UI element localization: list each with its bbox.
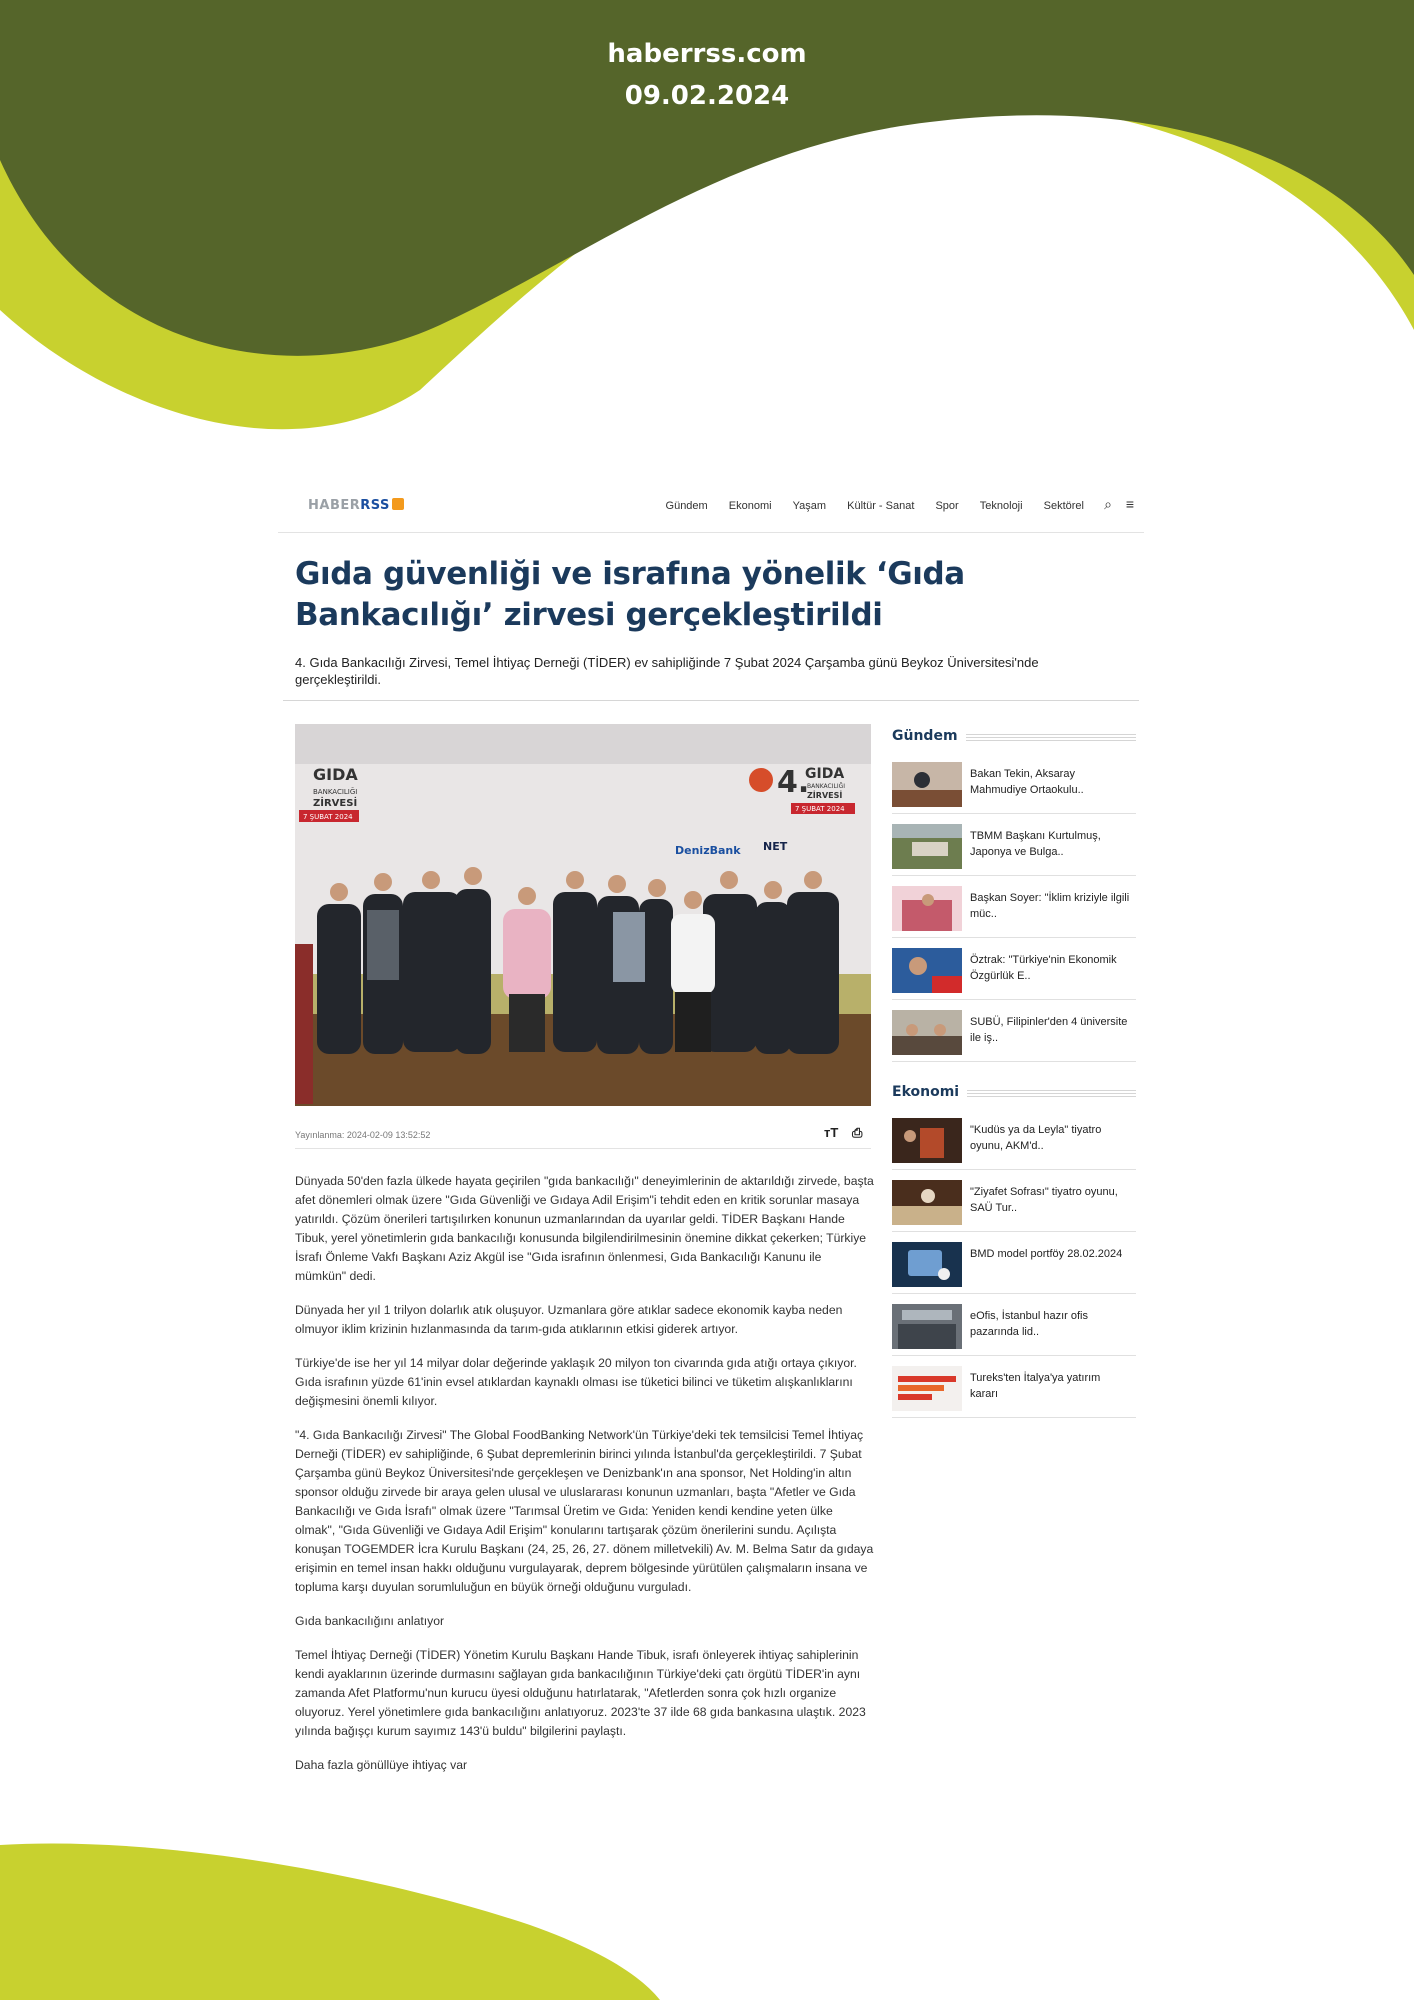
news-headline: "Ziyafet Sofrası" tiyatro oyunu, SAÜ Tur.. xyxy=(970,1186,1118,1214)
svg-text:BANKACILIĞI: BANKACILIĞI xyxy=(313,788,358,796)
article-body xyxy=(295,1172,875,1790)
news-thumbnail xyxy=(892,1180,962,1225)
news-headline: Başkan Soyer: "İklim kriziyle ilgili müc.. xyxy=(970,892,1130,920)
sidebar-section-gundem: Gündem xyxy=(892,728,1136,752)
svg-text:GIDA: GIDA xyxy=(805,766,845,782)
article-lead: 4. Gıda Bankacılığı Zirvesi, Temel İhtiyaç Derneği (TİDER) ev sahipliğinde 7 Şubat 2024 Çarşamba günü Beykoz Üniversitesi'nde gerçekleştirildi. xyxy=(295,655,1039,687)
sidebar-news-item[interactable] xyxy=(892,938,1136,1000)
svg-text:ZİRVESİ: ZİRVESİ xyxy=(313,798,358,809)
news-headline: SUBÜ, Filipinler'den 4 üniversite ile iş.. xyxy=(970,1016,1128,1044)
divider xyxy=(295,1148,871,1149)
svg-text:DenizBank: DenizBank xyxy=(675,844,741,857)
svg-text:7 ŞUBAT 2024: 7 ŞUBAT 2024 xyxy=(303,813,353,821)
search-icon[interactable]: ⌕ xyxy=(1104,496,1112,512)
event-group-photo xyxy=(295,724,871,1106)
news-thumbnail xyxy=(892,1242,962,1287)
news-thumbnail xyxy=(892,948,962,993)
article-paragraph: Türkiye'de ise her yıl 14 milyar dolar değerinde yaklaşık 20 milyon ton civarında gıda atığı ortaya çıkıyor. Gıda israfının yüzde 61'inin evsel atıklardan kaynaklı olması ise tüketici bilinci ve tüketim alışkanlıklarını değişmesini önemli kılıyor. xyxy=(295,1356,857,1408)
article-title: Gıda güvenliği ve israfına yönelik ‘Gıda Bankacılığı’ zirvesi gerçekleştirildi xyxy=(295,556,965,633)
divider xyxy=(283,700,1139,701)
rss-feed-icon xyxy=(392,498,404,510)
svg-text:GIDA: GIDA xyxy=(313,765,358,784)
news-thumbnail xyxy=(892,1304,962,1349)
article-paragraph: Dünyada her yıl 1 trilyon dolarlık atık oluşuyor. Uzmanlara göre atıklar sadece ekonomik kayba neden olmuyor iklim krizinin hızlanmasında da tarım-gıda atıklarının etkisi giderek artıyor. xyxy=(295,1303,843,1336)
main-nav xyxy=(648,500,1084,512)
menu-icon[interactable]: ≡ xyxy=(1125,496,1134,512)
nav-item-spor[interactable]: Spor xyxy=(935,500,959,512)
news-thumbnail xyxy=(892,886,962,931)
site-domain: haberrss.com xyxy=(607,39,807,69)
sidebar-section-ekonomi: Ekonomi xyxy=(892,1084,1136,1108)
news-thumbnail xyxy=(892,1010,962,1055)
nav-item-sektorel[interactable]: Sektörel xyxy=(1043,500,1084,512)
svg-text:ZİRVESİ: ZİRVESİ xyxy=(807,791,843,800)
sidebar-news-item[interactable] xyxy=(892,1294,1136,1356)
svg-text:NET: NET xyxy=(763,840,788,853)
svg-text:4.: 4. xyxy=(777,765,810,800)
site-header xyxy=(278,482,1144,533)
sidebar-news-item[interactable] xyxy=(892,1232,1136,1294)
nav-item-ekonomi[interactable]: Ekonomi xyxy=(728,500,772,512)
sidebar-news-item[interactable] xyxy=(892,1170,1136,1232)
sidebar xyxy=(892,728,1136,1418)
news-headline: Öztrak: "Türkiye'nin Ekonomik Özgürlük E.. xyxy=(970,954,1117,982)
svg-text:BANKACILIĞI: BANKACILIĞI xyxy=(807,783,846,790)
sidebar-news-item[interactable] xyxy=(892,814,1136,876)
article-paragraph: Temel İhtiyaç Derneği (TİDER) Yönetim Kurulu Başkanı Hande Tibuk, israfı önleyerek ihtiyaç sahiplerinin kendi ayaklarının üzerinde durmasını sağlayan gıda bankacılığının Türkiye'deki çatı örgütü TİDER'in aynı zamanda Afet Platformu'nun kurucu üyesi olduğunu hatırlatarak, "Afetlerden sonra çok hızlı organize oluyoruz. Yerel yönetimlere gıda bankacılığını anlatıyoruz. 2023'te 37 ilde 68 gıda bankasına ulaştık. 2023 yılında bağışçı kurum sayımız 143'ü buldu" bilgilerini paylaştı. xyxy=(295,1648,866,1738)
news-headline: eOfis, İstanbul hazır ofis pazarında lid.. xyxy=(970,1310,1088,1338)
article-paragraph: Dünyada 50'den fazla ülkede hayata geçirilen "gıda bankacılığı" deneyimlerinin de aktarıldığı zirvede, başta afet dönemleri olmak üzere "Gıda Güvenliği ve Gıdaya Adil Erişim"i tehdit eden en kritik sorunlar masaya yatırıldı. Çözüm önerileri tartışılırken konunun uzmanlarından da uyarılar geldi. TİDER Başkanı Hande Tibuk, yerel yönetimlerin gıda bankacılığı konusunda bilgilendirilmesinin önemine dikkat çekerken; Türkiye İsrafı Önleme Vakfı Başkanı Aziz Akgül ise "Gıda israfının önlenmesi, Gıda Bankacılığı Kanunu ile mümkün" dedi. xyxy=(295,1174,874,1283)
nav-item-kultur-sanat[interactable]: Kültür - Sanat xyxy=(847,500,915,512)
sidebar-news-item[interactable] xyxy=(892,1108,1136,1170)
news-thumbnail xyxy=(892,1366,962,1411)
sidebar-news-item[interactable] xyxy=(892,752,1136,814)
font-size-icon[interactable]: ᴛT xyxy=(824,1125,839,1140)
nav-item-gundem[interactable]: Gündem xyxy=(665,500,708,512)
article-paragraph: "4. Gıda Bankacılığı Zirvesi" The Global FoodBanking Network'ün Türkiye'deki tek temsilcisi Temel İhtiyaç Derneği (TİDER) ev sahipliğinde, 6 Şubat depremlerinin birinci yılında İstanbul'da gerçekleştirildi. 7 Şubat Çarşamba günü Beykoz Üniversitesi'nde gerçekleşen ve Denizbank'ın ana sponsor, Net Holding'in altın sponsor olduğu zirvede bir araya gelen ulusal ve uluslararası konunun uzmanları, başta "Afetler ve Gıda Bankacılığı ve Gıda İsrafı" olmak üzere "Tarımsal Üretim ve Gıda: Yeniden kendi kendine yeten ülke olmak", "Gıda Güvenliği ve Gıdaya Adil Erişim" konularını tartışarak çözüm önerilerini sundu. Açılışta konuşan TOGEMDER İcra Kurulu Başkanı (24, 25, 26, 27. dönem milletvekili) Av. M. Belma Satır da gıdaya erişimin en temel insan hakkı olduğunu vurgulayarak, deprem bölgesinde yürütülen çalışmaların insana ve topluma karşı duyulan sorumluluğun en büyük örneği olduğunu vurguladı. xyxy=(295,1428,874,1594)
print-icon[interactable]: ⎙ xyxy=(851,1125,863,1140)
article-subheading: Daha fazla gönüllüye ihtiyaç var xyxy=(295,1758,468,1772)
news-thumbnail xyxy=(892,824,962,869)
nav-item-teknoloji[interactable]: Teknoloji xyxy=(979,500,1023,512)
news-headline: "Kudüs ya da Leyla" tiyatro oyunu, AKM'd.. xyxy=(970,1124,1102,1152)
publish-date: Yayınlanma: 2024-02-09 13:52:52 xyxy=(295,1130,431,1140)
news-headline: TBMM Başkanı Kurtulmuş, Japonya ve Bulga.. xyxy=(970,830,1101,858)
site-logo[interactable]: HABERRSS xyxy=(308,498,404,513)
news-headline: Tureks'ten İtalya'ya yatırım kararı xyxy=(970,1372,1101,1400)
article-subheading: Gıda bankacılığını anlatıyor xyxy=(295,1614,445,1628)
sidebar-news-item[interactable] xyxy=(892,1356,1136,1418)
sidebar-news-item[interactable] xyxy=(892,1000,1136,1062)
svg-text:7 ŞUBAT 2024: 7 ŞUBAT 2024 xyxy=(795,805,845,813)
news-thumbnail xyxy=(892,762,962,807)
news-clipping xyxy=(278,482,1144,1822)
sidebar-news-item[interactable] xyxy=(892,876,1136,938)
nav-item-yasam[interactable]: Yaşam xyxy=(792,500,827,512)
news-headline: Bakan Tekin, Aksaray Mahmudiye Ortaokulu.. xyxy=(970,768,1084,796)
clip-date: 09.02.2024 xyxy=(624,81,790,111)
news-headline: BMD model portföy 28.02.2024 xyxy=(970,1248,1123,1260)
news-thumbnail xyxy=(892,1118,962,1163)
